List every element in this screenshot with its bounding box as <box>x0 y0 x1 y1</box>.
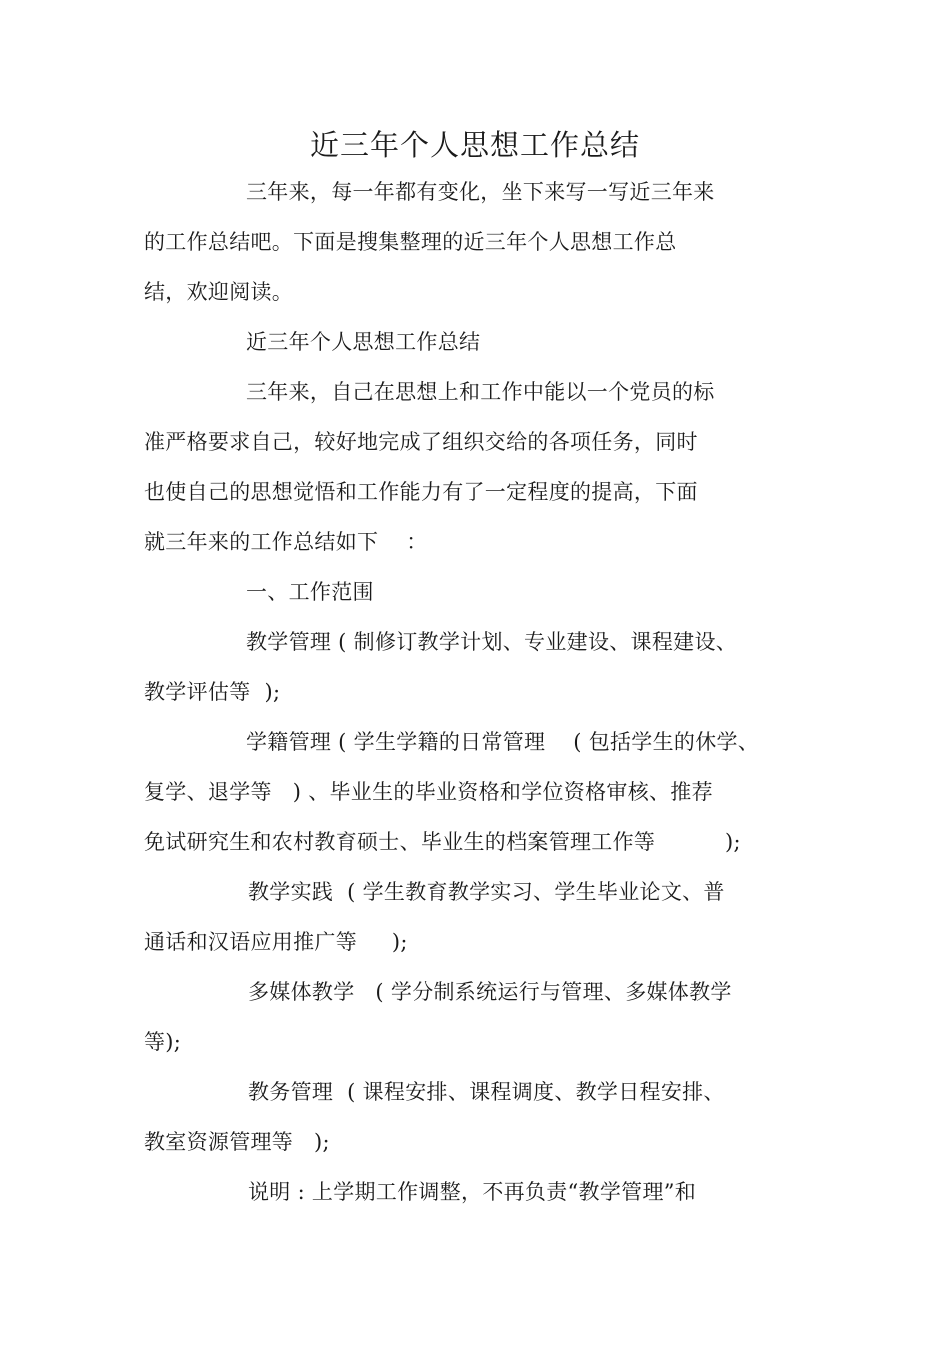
paragraph-line: 免试研究生和农村教育硕士、毕业生的档案管理工作等 ); <box>144 830 741 854</box>
paragraph-line: 复学、退学等 ) 、毕业生的毕业资格和学位资格审核、推荐 <box>144 780 713 804</box>
section-heading: 一、工作范围 <box>246 580 374 604</box>
paragraph-line: 说明 : 上学期工作调整，不再负责“教学管理”和 <box>248 1180 697 1204</box>
paragraph-line: 教学实践 ( 学生教育教学实习、学生毕业论文、普 <box>248 880 725 904</box>
paragraph-line: 结，欢迎阅读。 <box>144 280 294 304</box>
paragraph-line: 教务管理 ( 课程安排、课程调度、教学日程安排、 <box>248 1080 725 1104</box>
paragraph-line: 的工作总结吧。下面是搜集整理的近三年个人思想工作总 <box>144 230 677 254</box>
paragraph-line: 就三年来的工作总结如下 ： <box>144 530 428 554</box>
paragraph-line: 教室资源管理等 ); <box>144 1130 330 1154</box>
paragraph-line: 准严格要求自己，较好地完成了组织交给的各项任务，同时 <box>144 430 698 454</box>
paragraph-line: 三年来，自己在思想上和工作中能以一个党员的标 <box>246 380 715 404</box>
paragraph-line: 也使自己的思想觉悟和工作能力有了一定程度的提高，下面 <box>144 480 698 504</box>
paragraph-line: 学籍管理 ( 学生学籍的日常管理 ( 包括学生的休学、 <box>246 730 760 754</box>
document-title: 近三年个人思想工作总结 <box>309 128 640 162</box>
paragraph-line: 教学管理 ( 制修订教学计划、专业建设、课程建设、 <box>246 630 738 654</box>
paragraph-line: 等); <box>144 1030 182 1054</box>
paragraph-line: 多媒体教学 ( 学分制系统运行与管理、多媒体教学 <box>248 980 732 1004</box>
paragraph-line: 教学评估等 ); <box>144 680 281 704</box>
paragraph-line: 通话和汉语应用推广等 ); <box>144 930 408 954</box>
paragraph-line: 三年来，每一年都有变化，坐下来写一写近三年来 <box>246 180 715 204</box>
section-heading: 近三年个人思想工作总结 <box>246 330 481 354</box>
